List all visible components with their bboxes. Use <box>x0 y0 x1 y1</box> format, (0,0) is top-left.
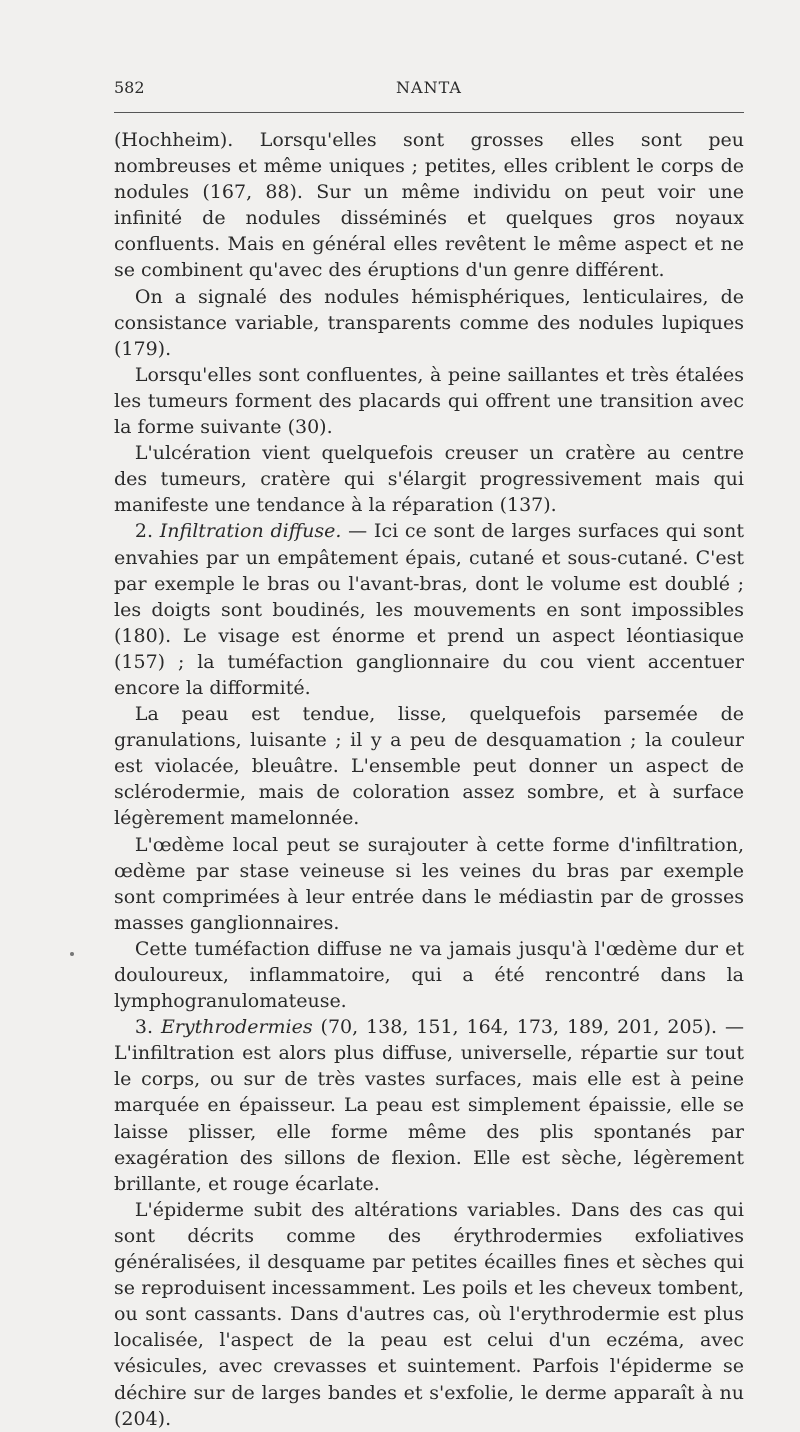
paragraph-local-oedema: L'œdème local peut se surajouter à cette forme d'infiltration, œdème par stase veineuse si les veines du bras par exemple sont comprimées à leur entrée dans le médiastin par de grosses masses ganglionnaires. <box>114 833 744 934</box>
print-speck <box>70 952 74 956</box>
running-title: NANTA <box>396 78 462 97</box>
paragraph-confluent-tumors: Lorsqu'elles sont confluentes, à peine saillantes et très étalées les tumeurs forment des placards qui offrent une transition avec la forme suivante (30). <box>114 363 744 439</box>
body-text <box>114 127 744 1432</box>
paragraph-erythrodermies <box>114 1014 744 1197</box>
paragraph-skin-appearance: La peau est tendue, lisse, quelquefois parsemée de granulations, luisante ; il y a peu de desquamation ; la couleur est violacée, bleuâtre. L'ensemble peut donner un aspect de sclérodermie, mais de coloration assez sombre, et à surface légèrement mamelonnée. <box>114 703 744 830</box>
section-text: — Ici ce sont de larges surfaces qui sont envahies par un empâtement épais, cutané et sous-cutané. C'est par exemple le bras ou l'avant-bras, dont le volume est doublé ; les doigts sont boudinés, les mouvements en sont impossibles (180). Le visage est énorme et prend un aspect léontiasique (157) ; la tuméfaction ganglionnaire du cou vient accentuer encore la difformité. <box>114 520 744 699</box>
paragraph-continued: (Hochheim). Lorsqu'elles sont grosses elles sont peu nombreuses et même uniques ; petites, elles criblent le corps de nodules (167, 88). Sur un même individu on peut voir une infinité de nodules disséminés et quelques gros noyaux confluents. Mais en général elles revêtent le même aspect et ne se combinent qu'avec des éruptions d'un genre différent. <box>114 129 744 282</box>
header-rule <box>114 112 744 113</box>
section-heading-erythrodermies: Erythrodermies <box>160 1016 313 1039</box>
paragraph-epidermis: L'épiderme subit des altérations variables. Dans des cas qui sont décrits comme des érythrodermies exfoliatives généralisées, il desquame par petites écailles fines et sèches qui se reproduisent incessamment. Les poils et les cheveux tombent, ou sont cassants. Dans d'autres cas, où l'erythrodermie est plus localisée, l'aspect de la peau est celui d'un eczéma, avec vésicules, avec crevasses et suintement. Parfois l'épiderme se déchire sur de larges bandes et s'exfolie, le derme apparaît à nu (204). <box>114 1198 744 1430</box>
running-head <box>114 76 744 100</box>
section-heading-infiltration: Infiltration diffuse. <box>159 520 342 543</box>
section-text: (70, 138, 151, 164, 173, 189, 201, 205). — L'infiltration est alors plus diffuse, universelle, répartie sur tout le corps, ou sur de très vastes surfaces, mais elle est à peine marquée en épaisseur. La peau est simplement épaissie, elle se laisse plisser, elle forme même des plis spontanés par exagération des sillons de flexion. Elle est sèche, légèrement brillante, et rouge écarlate. <box>114 1016 745 1195</box>
section-number: 3. <box>134 1016 154 1039</box>
page-number: 582 <box>114 78 145 97</box>
paragraph-diffuse-infiltration <box>114 518 744 701</box>
paragraph-diffuse-swelling: Cette tuméfaction diffuse ne va jamais jusqu'à l'œdème dur et douloureux, inflammatoire, qui a été rencontré dans la lymphogranulomateuse. <box>114 937 744 1013</box>
section-number: 2. <box>134 520 154 543</box>
paragraph-hemispheric-nodules: On a signalé des nodules hémisphériques, lenticulaires, de consistance variable, transparents comme des nodules lupiques (179). <box>114 285 744 360</box>
paragraph-ulceration: L'ulcération vient quelquefois creuser un cratère au centre des tumeurs, cratère qui s'élargit progressivement mais qui manifeste une tendance à la réparation (137). <box>114 442 744 517</box>
